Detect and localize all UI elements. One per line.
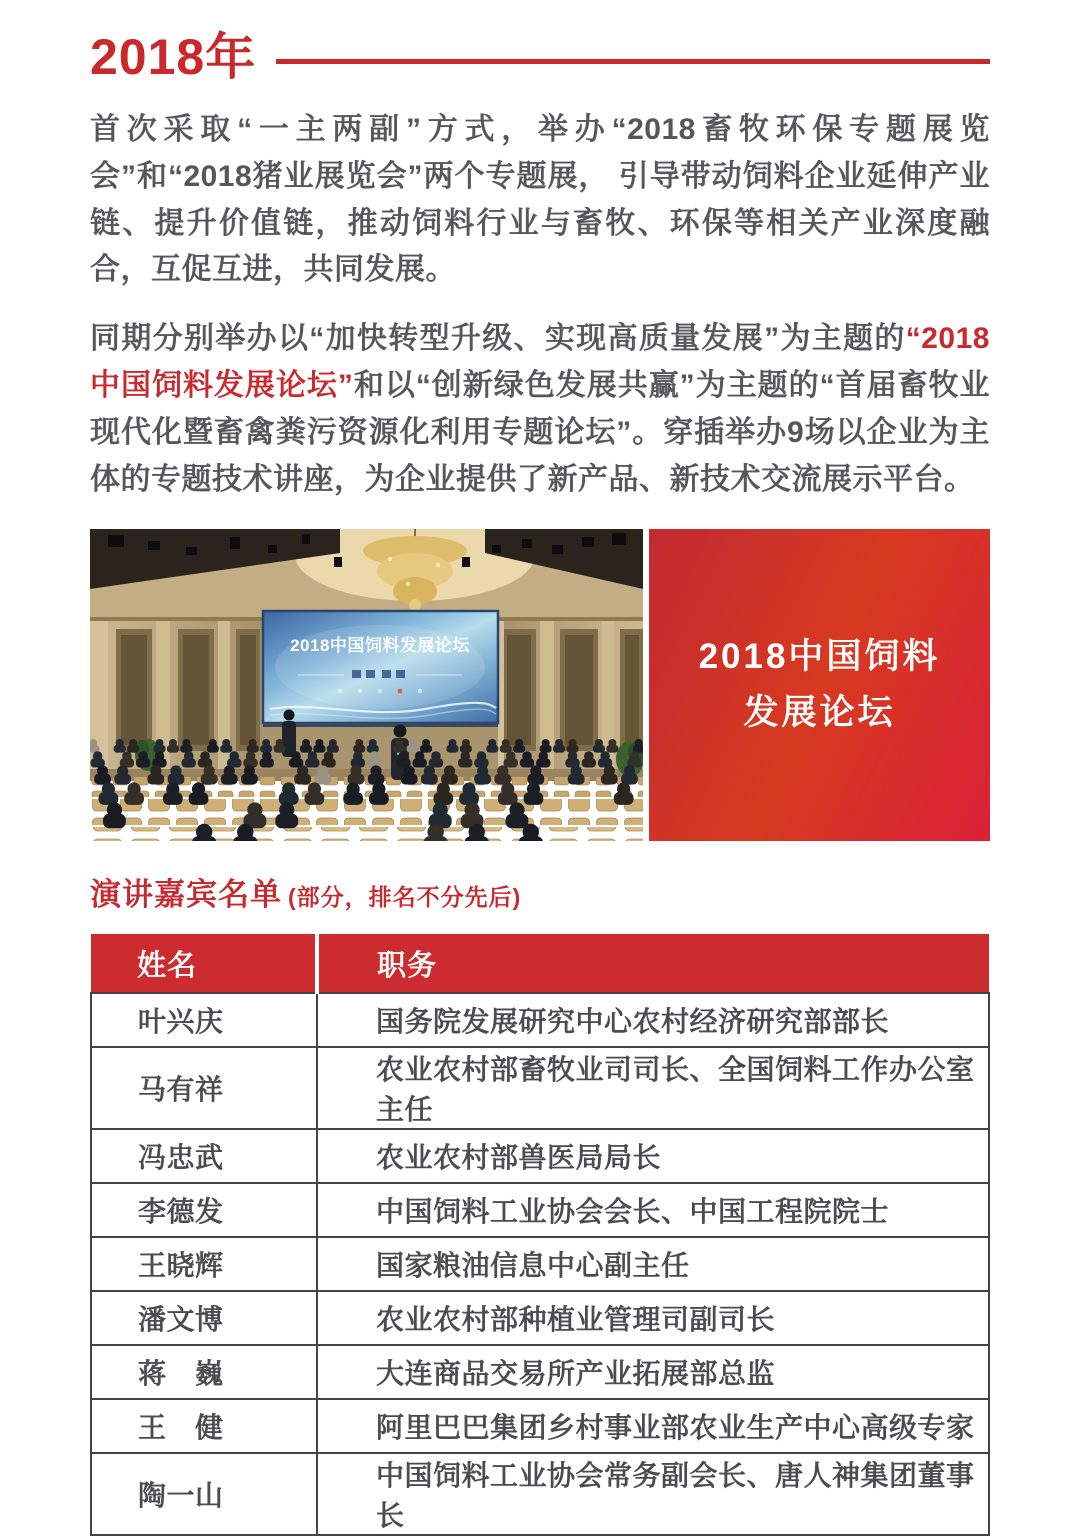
screen-title: 2018中国饲料发展论坛 [290, 636, 470, 656]
guest-name: 叶兴庆 [91, 993, 317, 1047]
guest-name: 潘文博 [91, 1291, 317, 1345]
forum-card-line2: 发展论坛 [743, 693, 896, 733]
paragraph-1: 首次采取“一主两副”方式，举办“2018畜牧环保专题展览会”和“2018猪业展览会”两个专题展， 引导带动饲料企业延伸产业链、提升价值链，推动饲料行业与畜牧、环保等相关产业深度融合，互促互进，共同发展。 [90, 113, 990, 287]
forum-card [649, 529, 990, 841]
year-header [90, 30, 990, 85]
forum-card-line1: 2018中国饲料 [698, 636, 941, 676]
table-row [91, 1345, 989, 1399]
guest-list-title: 演讲嘉宾名单 [90, 877, 282, 913]
ceiling [90, 529, 643, 622]
table-row [91, 1237, 989, 1291]
forum-name-highlight: “2018中国饲料发展论坛” [90, 322, 990, 402]
guest-title: 农业农村部兽医局局长 [317, 1129, 989, 1183]
guest-title: 国务院发展研究中心农村经济研究部部长 [317, 993, 989, 1047]
guest-name: 王晓辉 [91, 1237, 317, 1291]
table-row [91, 993, 989, 1047]
guest-name: 蒋 巍 [91, 1345, 317, 1399]
guest-title: 国家粮油信息中心副主任 [317, 1237, 989, 1291]
guest-title: 阿里巴巴集团乡村事业部农业生产中心高级专家 [317, 1399, 989, 1453]
table-row [91, 1047, 989, 1129]
guest-title: 农业农村部畜牧业司司长、全国饲料工作办公室主任 [317, 1047, 989, 1129]
paragraph-2 [90, 316, 990, 503]
table-row [91, 1183, 989, 1237]
table-row [91, 1453, 989, 1535]
led-screen [263, 611, 498, 727]
guest-name: 马有祥 [91, 1047, 317, 1129]
conference-photo [90, 529, 643, 841]
paragraph-2-text-cont: 和以“创新绿色发展共赢”为主题的“首届畜牧业现代化暨畜禽粪污资源化利用专题论坛”。穿插举办9场以企业为主体的专题技术讲座，为企业提供了新产品、新技术交流展示平台。 [90, 368, 991, 496]
guest-name: 李德发 [91, 1183, 317, 1237]
guest-list-heading [90, 869, 990, 914]
table-row [91, 1129, 989, 1183]
page-title: 2018年 [90, 29, 257, 85]
table-header-row [91, 934, 989, 993]
title-rule [276, 59, 990, 64]
guest-title: 大连商品交易所产业拓展部总监 [317, 1345, 989, 1399]
table-row [91, 1291, 989, 1345]
guest-title: 农业农村部种植业管理司副司长 [317, 1291, 989, 1345]
guest-name: 王 健 [91, 1399, 317, 1453]
guest-table [90, 934, 990, 1536]
guest-name: 冯忠武 [91, 1129, 317, 1183]
guest-title: 中国饲料工业协会会长、中国工程院院士 [317, 1183, 989, 1237]
col-header-name: 姓名 [91, 934, 317, 993]
paragraph-2-text: 同期分别举办以“加快转型升级、实现高质量发展”为主题的 [90, 322, 906, 356]
table-row [91, 1399, 989, 1453]
guest-name: 陶一山 [91, 1453, 317, 1535]
guest-list-note: (部分，排名不分先后) [288, 884, 522, 911]
guest-title: 中国饲料工业协会常务副会长、唐人神集团董事长 [317, 1453, 989, 1535]
conference-hall-illustration [90, 529, 643, 841]
col-header-title: 职务 [317, 934, 989, 993]
media-row [90, 529, 990, 841]
